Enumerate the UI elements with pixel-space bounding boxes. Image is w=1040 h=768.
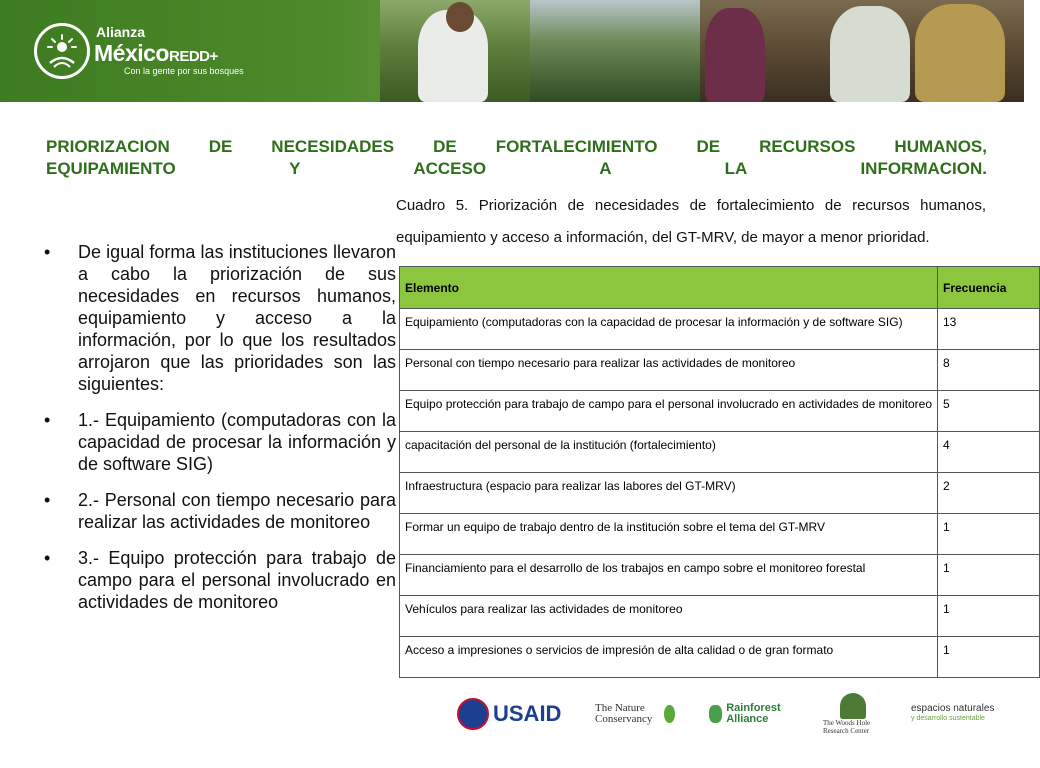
nature-conservancy-text: The Nature Conservancy bbox=[595, 702, 653, 725]
cell-elemento: Equipo protección para trabajo de campo para el personal involucrado en actividades de monitoreo bbox=[400, 391, 938, 432]
table-row bbox=[400, 432, 1040, 473]
table-row bbox=[400, 514, 1040, 555]
woods-hole-text: The Woods Hole Research Center bbox=[823, 719, 871, 735]
bullet-item-intro: • De igual forma las instituciones llevaron a cabo la priorización de sus necesidades en recursos humanos, equipamiento y acceso a la información, por lo que los resultados arrojaron que las prioridades son las siguientes: bbox=[44, 241, 396, 395]
rainforest-alliance-text: Rainforest Alliance bbox=[726, 702, 781, 725]
header-photo-forest bbox=[530, 0, 700, 102]
brand-top-text: Alianza bbox=[96, 24, 146, 40]
cell-frecuencia: 4 bbox=[938, 432, 1040, 473]
photo-person-4 bbox=[915, 4, 1005, 102]
bullet-item-2: • 2.- Personal con tiempo necesario para realizar las actividades de monitoreo bbox=[44, 489, 396, 533]
table-row bbox=[400, 555, 1040, 596]
brand-tagline: Con la gente por sus bosques bbox=[124, 66, 244, 76]
brand-name: México bbox=[94, 40, 169, 66]
bullet-list bbox=[44, 241, 396, 627]
table-caption: Cuadro 5. Priorización de necesidades de fortalecimiento de recursos humanos, equipamiento y acceso a información, del GT-MRV, de mayor a menor prioridad. bbox=[396, 197, 986, 246]
page-title-line-2: EQUIPAMIENTO Y ACCESO A LA INFORMACION. bbox=[46, 159, 987, 178]
table-row bbox=[400, 637, 1040, 678]
cell-elemento: Infraestructura (espacio para realizar las labores del GT-MRV) bbox=[400, 473, 938, 514]
cell-frecuencia: 8 bbox=[938, 350, 1040, 391]
alianza-logo-icon bbox=[34, 23, 90, 79]
usaid-logo bbox=[457, 692, 567, 736]
cell-elemento: Equipamiento (computadoras con la capacidad de procesar la información y de software SIG) bbox=[400, 309, 938, 350]
usaid-seal-icon bbox=[457, 698, 489, 730]
priority-table bbox=[399, 266, 1040, 678]
cell-elemento: capacitación del personal de la institución (fortalecimiento) bbox=[400, 432, 938, 473]
espacios-naturales-subtext: y desarrollo sustentable bbox=[911, 715, 985, 722]
cell-elemento: Vehículos para realizar las actividades de monitoreo bbox=[400, 596, 938, 637]
table-row bbox=[400, 350, 1040, 391]
photo-person-1-head bbox=[446, 2, 474, 32]
column-header-frecuencia: Frecuencia bbox=[938, 267, 1040, 309]
table-row bbox=[400, 391, 1040, 432]
photo-person-3 bbox=[830, 6, 910, 102]
cell-frecuencia: 1 bbox=[938, 637, 1040, 678]
espacios-naturales-logo bbox=[911, 692, 1001, 736]
table-row bbox=[400, 596, 1040, 637]
frog-icon bbox=[709, 705, 722, 723]
page-title-line-1: PRIORIZACION DE NECESIDADES DE FORTALECIMIENTO DE RECURSOS HUMANOS, bbox=[46, 137, 987, 156]
table-row bbox=[400, 473, 1040, 514]
espacios-naturales-text: espacios naturales bbox=[911, 703, 995, 714]
cell-elemento: Acceso a impresiones o servicios de impresión de alta calidad o de gran formato bbox=[400, 637, 938, 678]
cell-frecuencia: 2 bbox=[938, 473, 1040, 514]
brand-suffix: REDD+ bbox=[168, 48, 218, 65]
table-header-row bbox=[400, 267, 1040, 309]
cell-frecuencia: 1 bbox=[938, 596, 1040, 637]
column-header-elemento: Elemento bbox=[400, 267, 938, 309]
tree-icon bbox=[840, 693, 866, 719]
leaf-icon bbox=[664, 705, 675, 723]
table-row bbox=[400, 309, 1040, 350]
cell-elemento: Financiamiento para el desarrollo de los trabajos en campo sobre el monitoreo forestal bbox=[400, 555, 938, 596]
cell-frecuencia: 5 bbox=[938, 391, 1040, 432]
sun-tree-icon bbox=[42, 31, 82, 71]
cell-elemento: Formar un equipo de trabajo dentro de la institución sobre el tema del GT-MRV bbox=[400, 514, 938, 555]
priority-table-wrapper bbox=[399, 266, 1007, 678]
footer-partner-logos bbox=[455, 692, 995, 736]
cell-frecuencia: 1 bbox=[938, 555, 1040, 596]
usaid-wordmark: USAID bbox=[493, 701, 562, 726]
nature-conservancy-logo bbox=[595, 692, 675, 736]
header-banner bbox=[0, 0, 1024, 102]
brand-main-text bbox=[94, 40, 218, 67]
woods-hole-logo bbox=[823, 692, 883, 736]
photo-person-2 bbox=[705, 8, 765, 102]
bullet-item-1: • 1.- Equipamiento (computadoras con la capacidad de procesar la información y de software SIG) bbox=[44, 409, 396, 475]
bullet-item-3: • 3.- Equipo protección para trabajo de campo para el personal involucrado en actividades de monitoreo bbox=[44, 547, 396, 613]
cell-elemento: Personal con tiempo necesario para realizar las actividades de monitoreo bbox=[400, 350, 938, 391]
rainforest-alliance-logo bbox=[709, 692, 799, 736]
cell-frecuencia: 13 bbox=[938, 309, 1040, 350]
page-title bbox=[46, 136, 987, 180]
cell-frecuencia: 1 bbox=[938, 514, 1040, 555]
